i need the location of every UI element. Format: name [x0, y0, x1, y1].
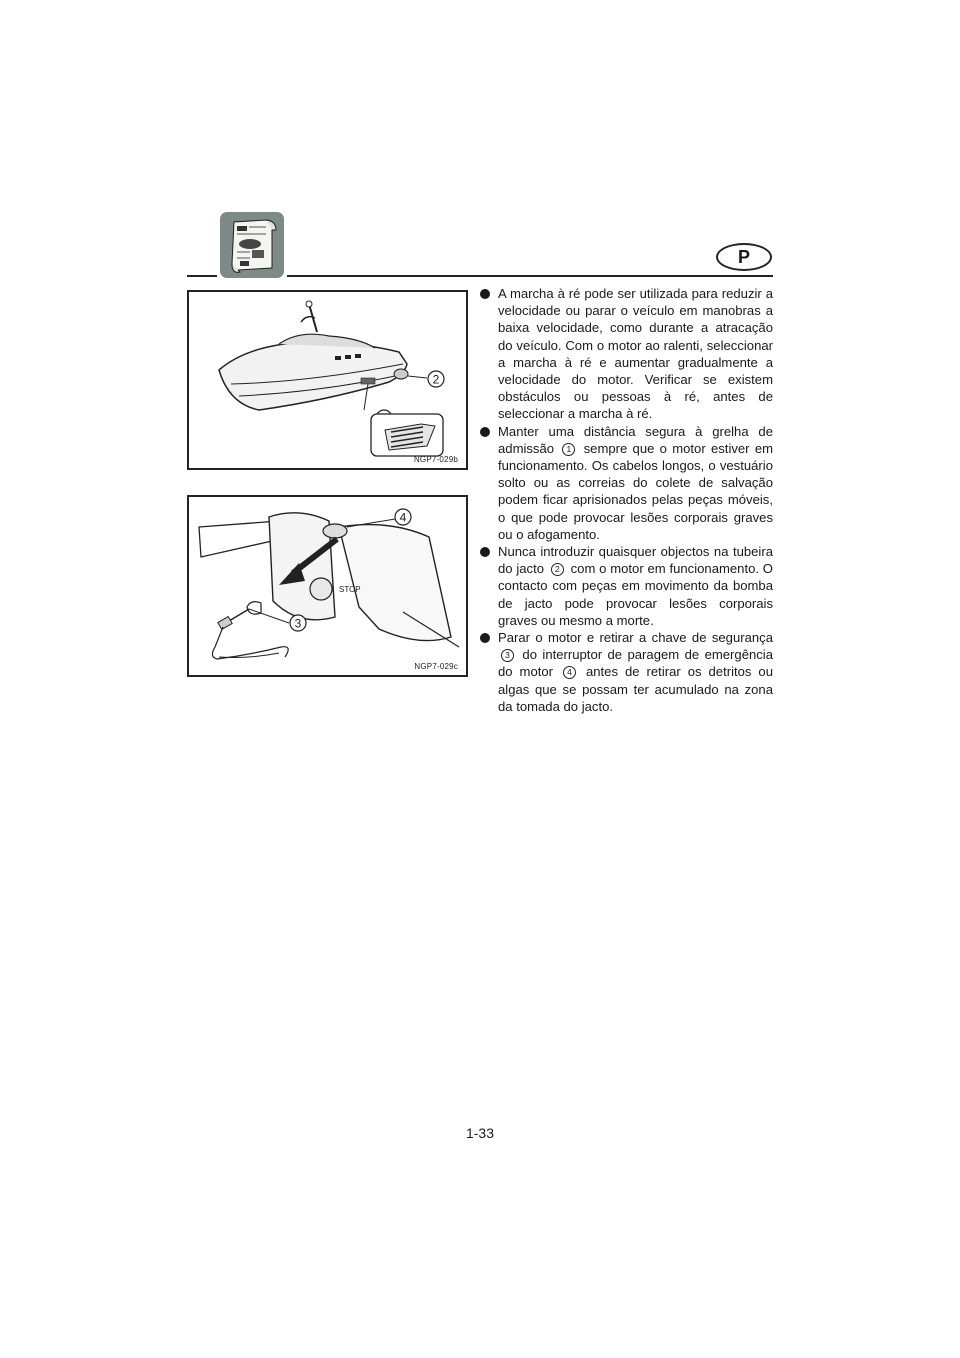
figure-watercraft-intake: [187, 290, 468, 470]
bullet-text: A marcha à ré pode ser utilizada para reduzir a velocidade ou parar o veículo em manobras a baixa velocidade, como durante a atracação do veículo. Com o motor ao ralenti, seleccionar a marcha à ré e aumentar gradualmente a velocidade do motor. Verificar se existem obstáculos ou pessoas à ré, antes de seleccionar a marcha à ré.: [498, 286, 773, 422]
callout-3: 3: [294, 616, 302, 631]
bullet-icon: [480, 289, 490, 299]
safety-instructions: [480, 285, 773, 715]
watercraft-illustration: [189, 292, 466, 468]
language-badge: P: [716, 243, 772, 271]
bullet-jet-nozzle: [480, 543, 773, 629]
bullet-text-before: Manter uma distância segura à grelha de admissão: [498, 423, 773, 456]
bullet-reverse-gear: [480, 285, 773, 423]
bullet-text-after: com o motor em funcionamento. O contacto com peças em movimento da bomba de jacto pode provocar lesões corporais graves ou mesmo a morte.: [498, 561, 773, 628]
bullet-stop-engine: [480, 629, 773, 715]
bullet-text-middle: do interruptor de paragem de emergência do motor: [498, 647, 773, 680]
bullet-text-before: Parar o motor e retirar a chave de segurança: [498, 630, 773, 646]
manual-book-icon: [220, 212, 284, 278]
page-number: 1-33: [465, 1125, 495, 1141]
bullet-text-after: sempre que o motor estiver em funcionamento. Os cabelos longos, o vestuário solto ou as correias do colete de salvação podem ficar aprisionados pelas peças móveis, o que pode provocar lesões corporais graves ou o afogamento.: [498, 440, 774, 542]
header-rule-right: [287, 275, 773, 277]
figure-code: NGP7-029c: [414, 662, 458, 671]
figure-code: NGP7-029b: [413, 455, 458, 464]
figure-shutoff-switch: [187, 495, 468, 677]
callout-4: 4: [399, 510, 407, 525]
bullet-icon: [480, 427, 490, 437]
bullet-intake-grate: [480, 423, 773, 543]
handlebar-illustration: [189, 497, 466, 675]
bullet-icon: [480, 547, 490, 557]
bullet-text-before: Nunca introduzir quaisquer objectos na tubeira do jacto: [498, 544, 773, 577]
reference-callout: 3: [501, 649, 514, 662]
callout-2: 2: [432, 372, 440, 387]
header-rule-left: [187, 275, 217, 277]
bullet-icon: [480, 633, 490, 643]
reference-callout: 2: [551, 563, 564, 576]
svg-text:STOP: STOP: [339, 585, 361, 594]
reference-callout: 1: [562, 443, 575, 456]
reference-callout: 4: [563, 666, 576, 679]
bullet-text-after: antes de retirar os detritos ou algas que se possam ter acumulado na zona da tomada do jacto.: [498, 664, 774, 714]
